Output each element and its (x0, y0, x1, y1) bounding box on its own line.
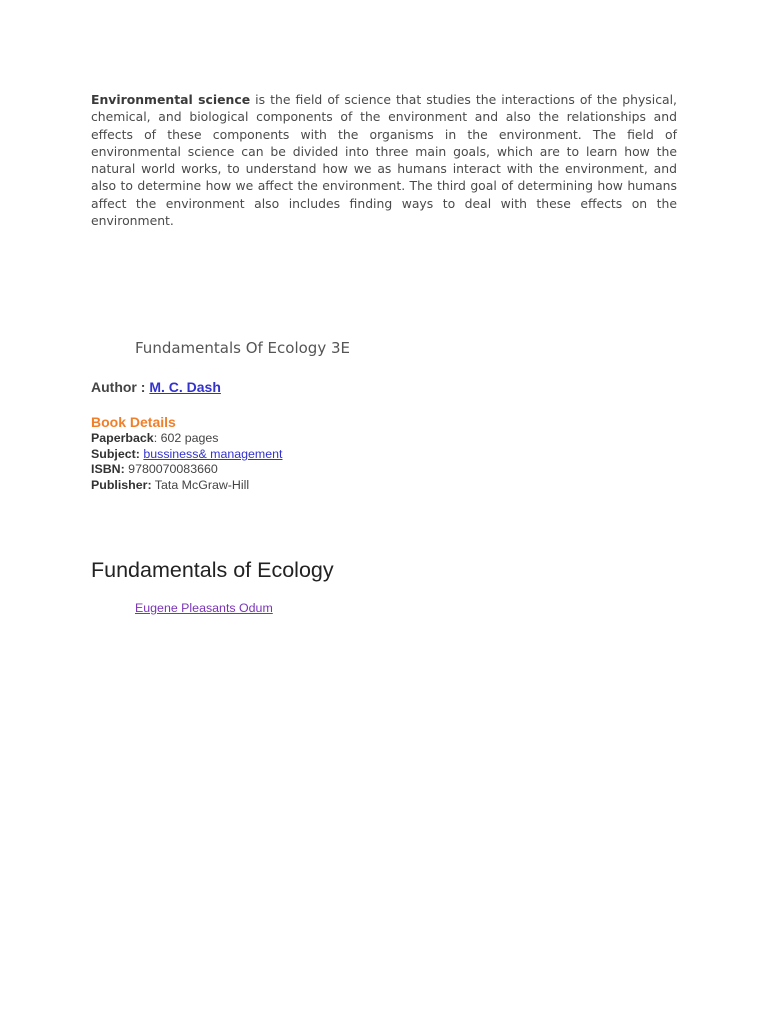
isbn-row (91, 462, 282, 478)
author-link[interactable]: M. C. Dash (149, 379, 221, 395)
author-label: Author : (91, 379, 150, 395)
isbn-label: ISBN: (91, 462, 125, 477)
intro-term: Environmental science (91, 92, 251, 107)
isbn-value: 9780070083660 (124, 462, 218, 477)
publisher-value: Tata McGraw-Hill (151, 478, 250, 493)
paperback-value: : 602 pages (153, 431, 219, 445)
book1-author-line (91, 379, 221, 395)
subject-row (91, 447, 282, 463)
book-details (91, 431, 282, 494)
paperback-row (91, 431, 282, 447)
subject-link[interactable]: bussiness& management (143, 446, 283, 461)
book2-author-link[interactable]: Eugene Pleasants Odum (135, 601, 273, 615)
subject-label: Subject: (91, 446, 140, 461)
book2-title: Fundamentals of Ecology (91, 558, 334, 582)
publisher-row (91, 478, 282, 494)
book-details-heading: Book Details (91, 414, 176, 430)
publisher-label: Publisher: (91, 478, 152, 493)
intro-text: is the field of science that studies the interactions of the physical, chemical, and biological components of the environment and also the relationships and effects of these components with the organisms in the environment. The field of environmental science can be divided into three main goals, which are to learn how the natural world works, to understand how we as humans interact with the environment, and also to determine how we affect the environment. The third goal of determining how humans affect the environment also includes finding ways to deal with these effects on the environment. (91, 92, 677, 229)
intro-paragraph (91, 91, 677, 229)
book1-title: Fundamentals Of Ecology 3E (135, 339, 350, 357)
paperback-label: Paperback (91, 431, 154, 445)
